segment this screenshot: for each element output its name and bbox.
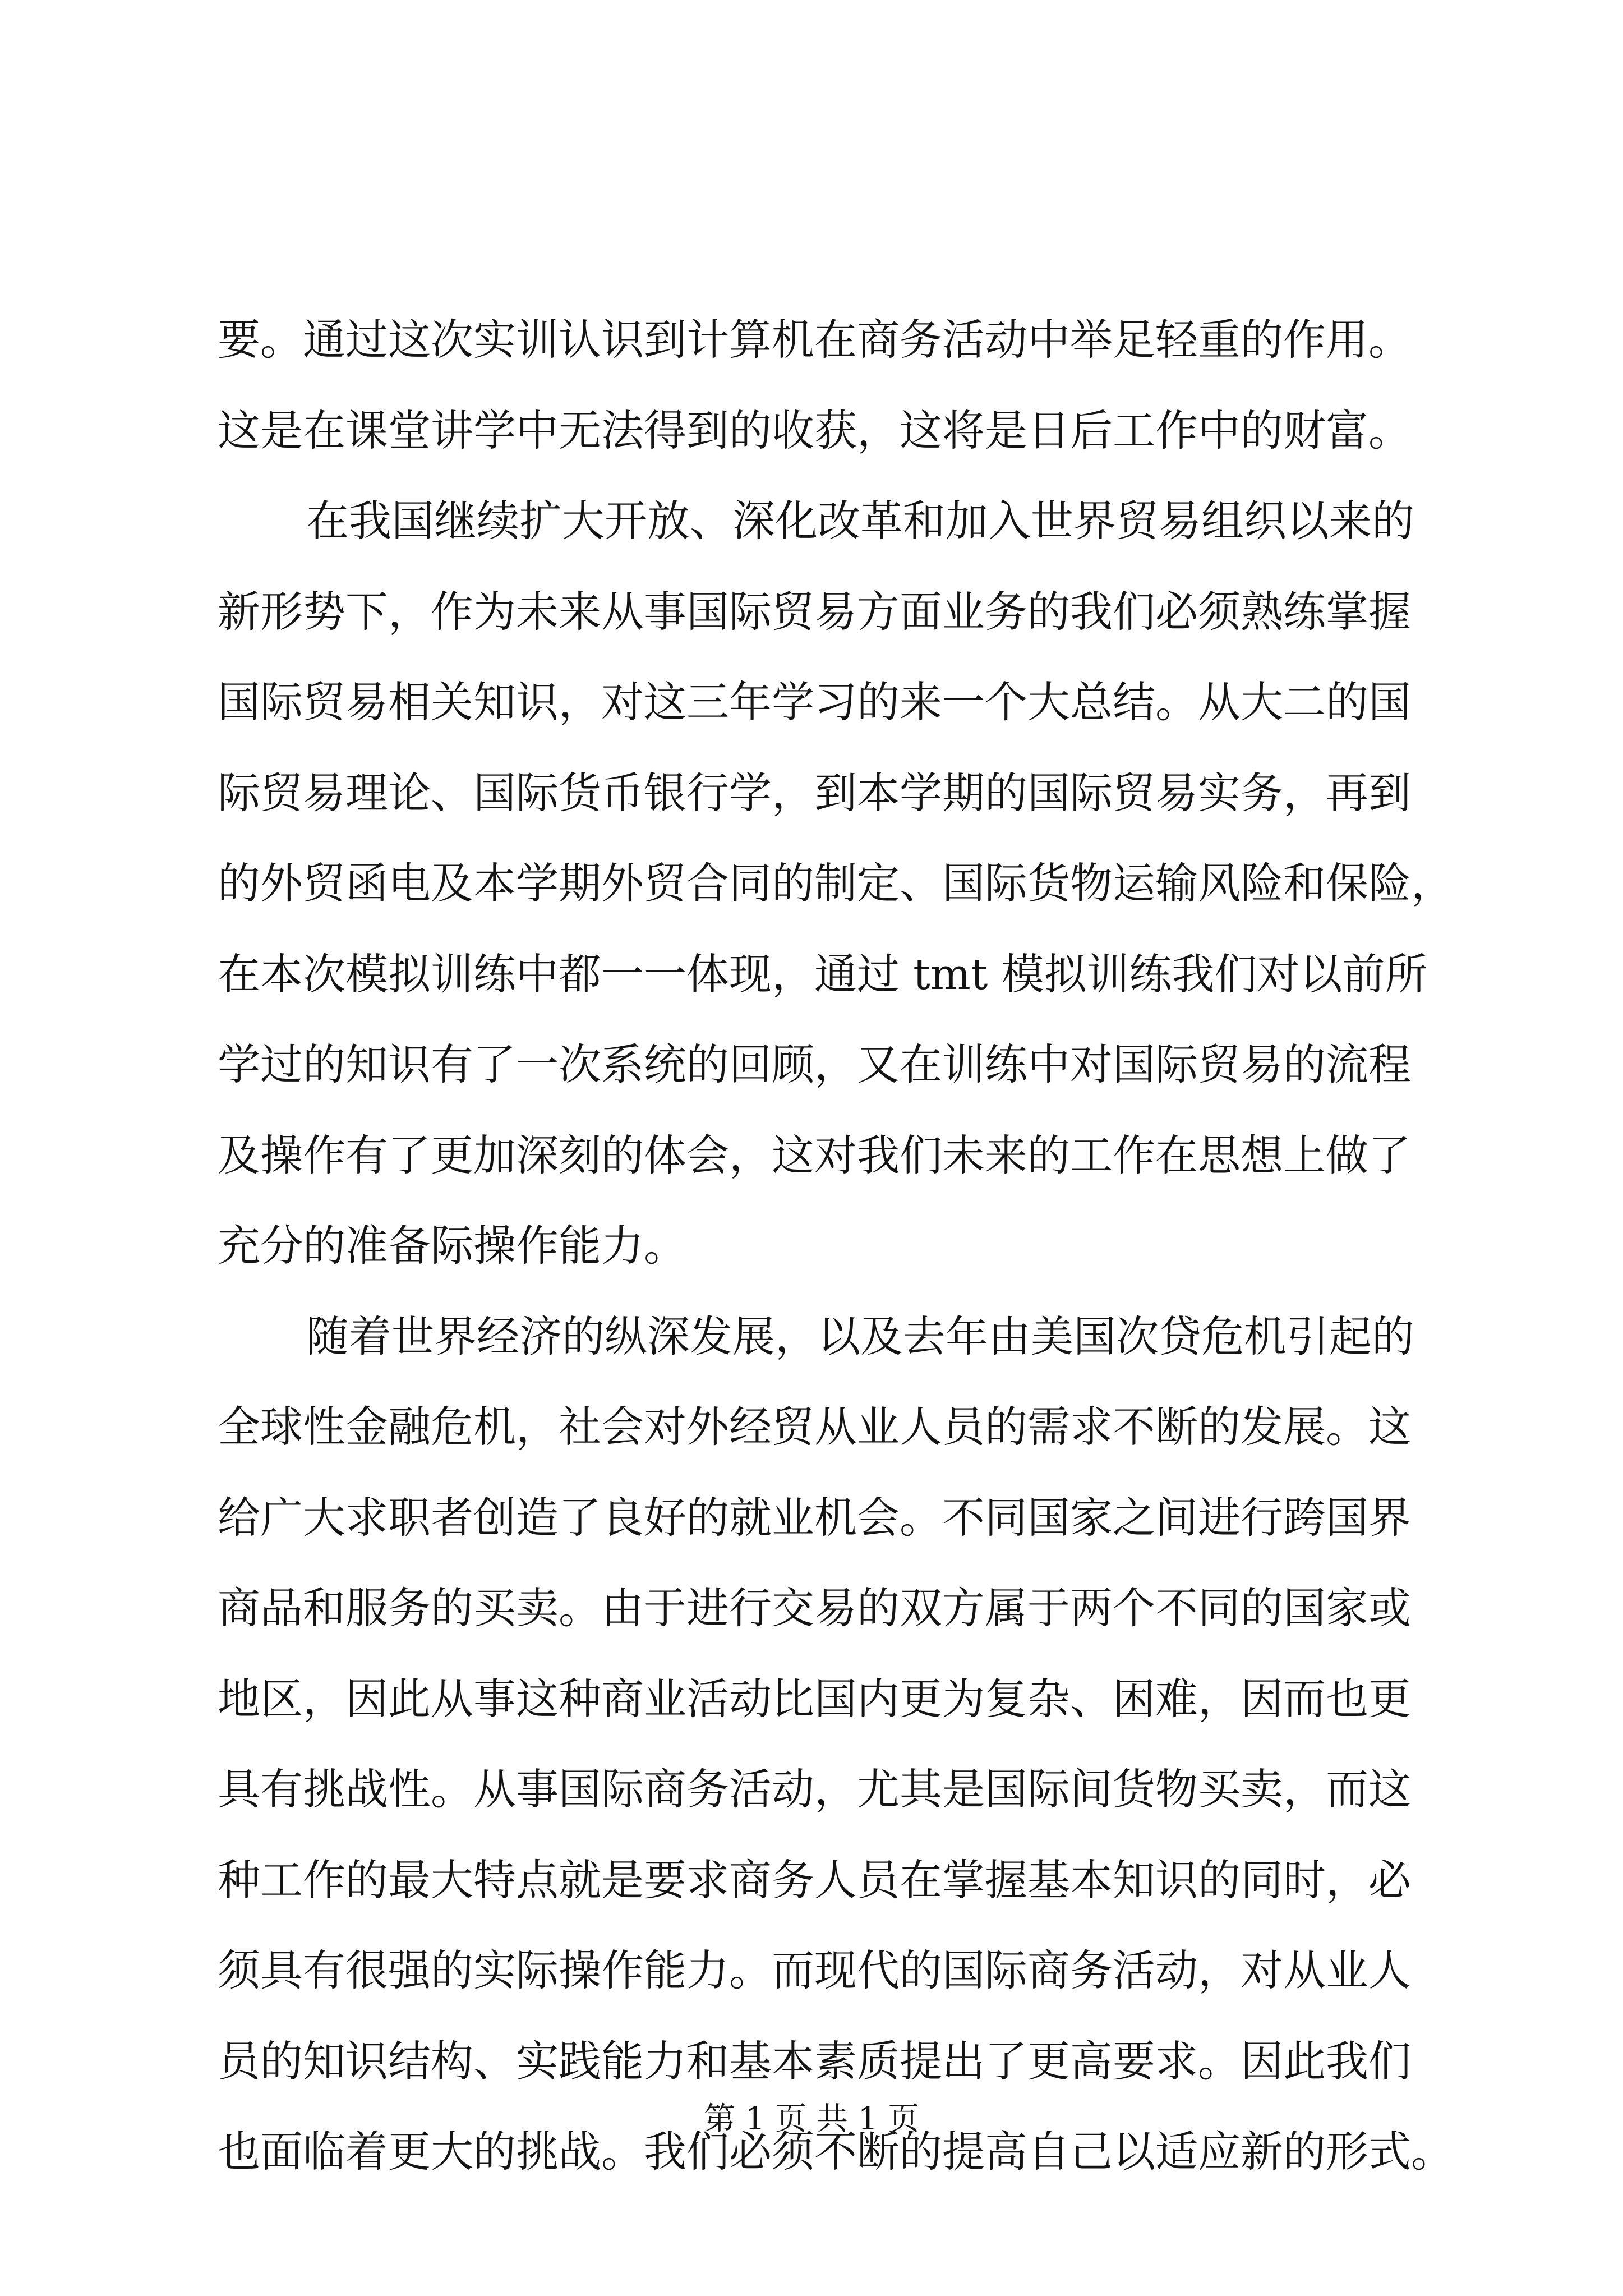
text-line: 在我国继续扩大开放、深化改革和加入世界贸易组织以来的 xyxy=(306,496,1414,546)
text-line: 给广大求职者创造了良好的就业机会。不同国家之间进行跨国界 xyxy=(218,1492,1411,1543)
text-line: 在本次模拟训练中都一一体现，通过 tmt 模拟训练我们对以前所 xyxy=(218,949,1428,999)
paragraph-trade-knowledge xyxy=(218,476,1454,1291)
text-line: 充分的准备际操作能力。 xyxy=(218,1221,686,1271)
text-line: 也面临着更大的挑战。我们必须不断的提高自己以适应新的形式。 xyxy=(218,2127,1454,2177)
text-line: 商品和服务的买卖。由于进行交易的双方属于两个不同的国家或 xyxy=(218,1583,1411,1633)
text-line: 须具有很强的实际操作能力。而现代的国际商务活动，对从业人 xyxy=(218,1945,1411,1995)
text-line: 具有挑战性。从事国际商务活动，尤其是国际间货物买卖，而这 xyxy=(218,1764,1411,1814)
paragraph-intro-continuation xyxy=(218,295,1429,476)
page-number-label: 第 1 页 共 1 页 xyxy=(703,2101,920,2137)
text-line: 及操作有了更加深刻的体会，这对我们未来的工作在思想上做了 xyxy=(218,1130,1411,1180)
text-line: 这是在课堂讲学中无法得到的收获，这将是日后工作中的财富。 xyxy=(218,405,1411,455)
paragraph-world-economy xyxy=(218,1291,1454,2197)
text-line: 国际贸易相关知识，对这三年学习的来一个大总结。从大二的国 xyxy=(218,677,1411,727)
text-line: 全球性金融危机，社会对外经贸从业人员的需求不断的发展。这 xyxy=(218,1402,1411,1452)
text-line: 际贸易理论、国际货币银行学，到本学期的国际贸易实务，再到 xyxy=(218,767,1411,818)
text-line: 学过的知识有了一次系统的回顾，又在训练中对国际贸易的流程 xyxy=(218,1039,1411,1089)
text-line: 地区，因此从事这种商业活动比国内更为复杂、困难，因而也更 xyxy=(218,1673,1411,1724)
text-line: 的外贸函电及本学期外贸合同的制定、国际货物运输风险和保险， xyxy=(218,858,1454,908)
text-line: 种工作的最大特点就是要求商务人员在掌握基本知识的同时，必 xyxy=(218,1855,1411,1905)
page-footer xyxy=(0,2097,1623,2142)
text-line: 新形势下，作为未来从事国际贸易方面业务的我们必须熟练掌握 xyxy=(218,586,1411,637)
text-line: 随着世界经济的纵深发展，以及去年由美国次贷危机引起的 xyxy=(306,1311,1414,1361)
text-line: 要。通过这次实训认识到计算机在商务活动中举足轻重的作用。 xyxy=(218,315,1411,365)
document-body xyxy=(218,295,1454,2197)
text-line: 员的知识结构、实践能力和基本素质提出了更高要求。因此我们 xyxy=(218,2036,1411,2086)
